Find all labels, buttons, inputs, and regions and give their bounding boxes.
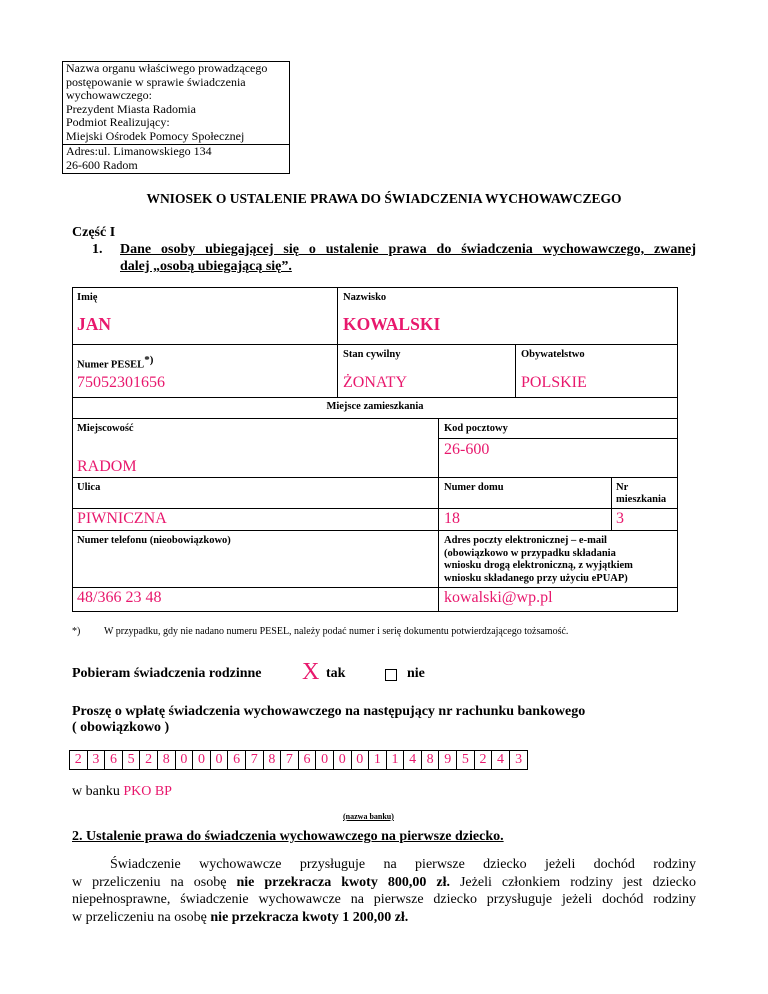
section2-heading: 2. Ustalenie prawa do świadczenia wychowawczego na pierwsze dziecko. [72,829,504,844]
account-digit-box[interactable]: 6 [299,751,317,769]
phone-value[interactable]: 48/366 23 48 [77,589,162,606]
email-label-line: wniosku składanego przy użyciu ePUAP) [444,572,628,584]
city-label: Miejscowość [77,423,134,434]
account-digit-box[interactable]: 8 [422,751,440,769]
section2-line [72,874,696,892]
footnote-mark: *) [72,626,81,637]
citizenship-label: Obywatelstwo [521,349,585,360]
account-digit-box[interactable]: 0 [316,751,334,769]
section2-line: niepełnosprawne, świadczenie wychowawcze na pierwsze dziecko przysługuje jeżeli dochód rodziny [72,892,696,907]
last-name-label: Nazwisko [343,292,387,303]
apartment-label-line: Nr [616,482,629,493]
account-digit-box[interactable]: 8 [264,751,282,769]
organ-line: Nazwa organu właściwego prowadzącego [66,61,268,75]
email-value[interactable]: kowalski@wp.pl [444,589,553,606]
section2-bold: nie przekracza kwoty 1 200,00 zł. [210,909,409,925]
phone-label: Numer telefonu (nieobowiązkowo) [77,535,231,546]
section2-body [72,856,696,926]
section2-bold: nie przekracza kwoty 800,00 zł. [236,874,450,890]
account-digit-box[interactable]: 8 [158,751,176,769]
family-benefits-yes-label: tak [326,666,346,681]
pesel-label-text: Numer PESEL [77,359,145,371]
organ-line: Adres:ul. Limanowskiego 134 [66,144,212,158]
bank-request-note: ( obowiązkowo ) [72,720,170,735]
apartment-label-line: mieszkania [616,494,667,505]
account-digit-box[interactable]: 0 [193,751,211,769]
account-digit-box[interactable]: 4 [404,751,422,769]
postal-code-value[interactable]: 26-600 [444,441,490,458]
email-label-line: wniosku drogą elektroniczną, z wyjątkiem [444,560,633,571]
first-name-value[interactable]: JAN [77,314,112,334]
house-number-label: Numer domu [444,482,504,493]
section2-line: Świadczenie wychowawcze przysługuje na pierwsze dziecko jeżeli dochód rodziny [110,857,696,872]
account-number-boxes[interactable] [69,750,528,770]
bank-line [72,784,172,800]
family-benefits-label: Pobieram świadczenia rodzinne [72,666,262,681]
city-value[interactable]: RADOM [77,458,137,475]
organ-line: Podmiot Realizujący: [66,115,170,129]
street-label: Ulica [77,482,101,493]
last-name-value[interactable]: KOWALSKI [343,314,441,334]
family-benefits-yes-mark[interactable]: X [302,659,320,685]
account-digit-box[interactable]: 1 [387,751,405,769]
organ-line: Miejski Ośrodek Pomocy Społecznej [66,128,245,143]
account-digit-box[interactable]: 3 [515,752,523,767]
pesel-label [77,354,153,371]
apartment-label [616,482,666,506]
family-benefits-no-checkbox[interactable] [385,669,397,681]
account-digit-box[interactable]: 7 [281,751,299,769]
bank-request-text: Proszę o wpłatę świadczenia wychowawczego na następujący nr rachunku bankowego [72,704,586,719]
account-digit-box[interactable]: 2 [140,751,158,769]
email-label [444,535,633,585]
pesel-value[interactable]: 75052301656 [77,374,165,391]
email-label-line: Adres poczty elektronicznej – e-mail [444,535,607,546]
house-number-value[interactable]: 18 [444,510,460,527]
section2-text: w przeliczeniu na osobę [72,874,237,890]
citizenship-value[interactable]: POLSKIE [521,374,587,391]
email-label-line: (obowiązkowo w przypadku składania [444,547,616,559]
street-value[interactable]: PIWNICZNA [77,510,167,527]
bank-name-caption: (nazwa banku) [343,812,394,821]
organ-line: 26-600 Radom [66,157,138,172]
section1-title-cont: dalej „osobą ubiegającą się”. [120,259,292,274]
pesel-footnote-mark: *) [144,354,154,366]
account-digit-box[interactable]: 5 [457,751,475,769]
family-benefits-no-label: nie [407,666,425,681]
account-digit-box[interactable]: 0 [176,751,194,769]
account-digit-box[interactable]: 9 [439,751,457,769]
organ-line: postępowanie w sprawie świadczenia [66,74,246,89]
account-digit-box[interactable]: 2 [475,751,493,769]
footnote-text: W przypadku, gdy nie nadano numeru PESEL, należy podać numer i serię dokumentu potwierdzającego tożsamość. [104,626,569,637]
account-digit-box[interactable]: 6 [228,751,246,769]
account-digit-box[interactable]: 5 [123,751,141,769]
account-digit-box[interactable]: 0 [211,751,229,769]
bank-prefix: w banku [72,784,120,799]
section1-number: 1. [92,242,103,257]
apartment-value[interactable]: 3 [616,510,624,527]
account-digit-box[interactable]: 4 [492,751,510,769]
marital-status-value[interactable]: ŻONATY [343,374,407,391]
account-digit-box[interactable]: 2 [70,751,88,769]
page-title: WNIOSEK O USTALENIE PRAWA DO ŚWIADCZENIA WYCHOWAWCZEGO [146,191,622,206]
part-label: Część I [72,225,116,240]
organ-line: Prezydent Miasta Radomia [66,101,196,116]
account-digit-box[interactable]: 7 [246,751,264,769]
section2-text: w przeliczeniu na osobę [72,909,211,925]
section2-text: Jeżeli członkiem rodziny jest dziecko [449,874,696,890]
postal-code-label: Kod pocztowy [444,423,508,434]
bank-name-value[interactable]: PKO BP [123,784,172,799]
residence-header: Miejsce zamieszkania [326,401,424,412]
organ-line: wychowawczego: [66,88,152,102]
account-digit-box[interactable]: 6 [105,751,123,769]
account-digit-box[interactable]: 1 [369,751,387,769]
first-name-label: Imię [77,292,98,303]
account-digit-box[interactable]: 3 [88,751,106,769]
section1-title: Dane osoby ubiegającej się o ustalenie prawa do świadczenia wychowawczego, zwanej [120,242,696,257]
marital-status-label: Stan cywilny [343,349,401,360]
account-digit-box[interactable]: 0 [334,751,352,769]
section2-line [72,909,696,927]
account-digit-box[interactable]: 0 [352,751,370,769]
